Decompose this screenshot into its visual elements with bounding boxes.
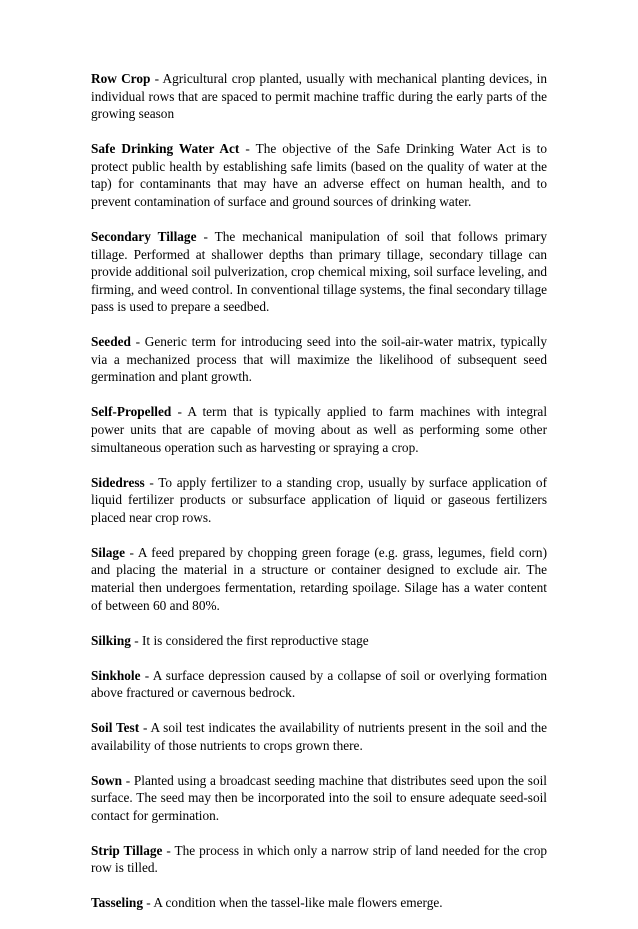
term-separator: - [139,720,151,736]
glossary-term: Tasseling [91,895,143,911]
glossary-definition: A condition when the tassel-like male flowers emerge. [153,895,443,911]
glossary-definition: A soil test indicates the availability of nutrients present in the soil and the availability of those nutrients to crops grown there. [91,720,548,753]
glossary-term: Row Crop [91,71,151,86]
glossary-term: Soil Test [91,720,140,736]
glossary-term: Self-Propelled [91,404,172,420]
glossary-entry-seeded [91,333,547,386]
glossary-definition: A feed prepared by chopping green forage (e.g. grass, legumes, field corn) and placing the material in a structure or container designed to exclude air. The material then undergoes fermentation, retarding spoilage. Silage has a water content of between 60 and 80%. [91,544,547,613]
term-separator: - [162,842,175,858]
glossary-term: Safe Drinking Water Act [91,141,240,157]
glossary-term: Silking [91,632,131,648]
glossary-definition: The mechanical manipulation of soil that follows primary tillage. Performed at shallower depths than primary tillage, secondary tillage can provide additional soil pulverization, crop chemical mixing, soil surface leveling, and firming, and weed control. In conventional tillage systems, the final secondary tillage pass is used to prepare a seedbed. [91,228,547,315]
glossary-entry-tasseling [91,894,547,912]
glossary-definition: A term that is typically applied to farm machines with integral power units that are capable of moving about as well as performing some other simultaneous operation such as harvesting or spraying a crop. [91,404,548,455]
term-separator: - [124,544,138,560]
glossary-term: Sown [91,772,123,788]
glossary-entry-silage [91,544,547,614]
glossary-definition: The objective of the Safe Drinking Water Act is to protect public health by establishing safe limits (based on the quality of water at the tap) for contaminants that may have an adverse effect on human health, and to prevent contamination of surface and ground sources of drinking water. [91,141,547,209]
glossary-entry-sidedress [91,474,547,527]
glossary-entry-silking [91,632,547,650]
glossary-term: Sinkhole [91,667,141,683]
glossary-term: Sidedress [91,474,145,490]
glossary-term: Secondary Tillage [91,228,197,244]
glossary-entry-safe-drinking-water-act [91,140,547,210]
glossary-page [91,70,547,929]
term-separator: - [196,228,215,244]
term-separator: - [144,474,159,490]
glossary-entry-soil-test [91,719,547,754]
term-separator: - [130,632,142,648]
term-separator: - [171,404,188,420]
glossary-term: Silage [91,544,125,560]
glossary-entry-row-crop [91,70,547,123]
glossary-definition: Planted using a broadcast seeding machine that distributes seed upon the soil surface. The seed may then be incorporated into the soil to ensure adequate seed-soil contact for germination. [91,772,547,823]
glossary-entry-self-propelled [91,403,547,456]
glossary-entry-strip-tillage [91,842,547,877]
glossary-definition: Agricultural crop planted, usually with mechanical planting devices, in individual rows that are spaced to permit machine traffic during the early parts of the growing season [91,71,547,122]
term-separator: - [142,895,154,911]
term-separator: - [150,71,163,86]
glossary-definition: A surface depression caused by a collapse of soil or overlying formation above fractured or cavernous bedrock. [91,667,548,701]
glossary-term: Strip Tillage [91,842,163,858]
glossary-entry-sown [91,772,547,825]
glossary-entry-sinkhole [91,667,547,702]
glossary-definition: It is considered the first reproductive stage [142,632,369,648]
glossary-term: Seeded [91,334,131,350]
term-separator: - [140,667,153,683]
glossary-definition: To apply fertilizer to a standing crop, usually by surface application of liquid fertilizer products or subsurface application of liquid or gaseous fertilizers placed near crop rows. [91,474,548,525]
glossary-definition: Generic term for introducing seed into the soil-air-water matrix, typically via a mechanized process that will maximize the likelihood of subsequent seed germination and plant growth. [91,334,547,385]
term-separator: - [239,141,256,157]
glossary-entry-secondary-tillage [91,228,547,316]
term-separator: - [130,334,145,350]
term-separator: - [122,772,134,788]
glossary-definition: The process in which only a narrow strip of land needed for the crop row is tilled. [91,842,548,876]
